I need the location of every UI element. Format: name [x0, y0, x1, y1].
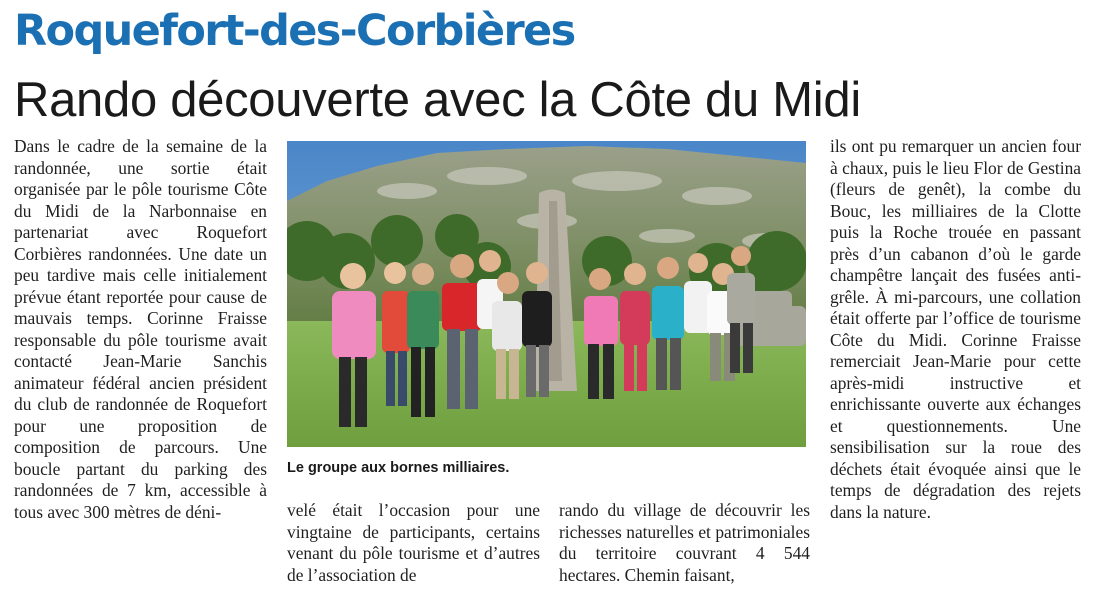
body-text: rando du village de découvrir les richesses naturelles et patrimoniales du territoire couvrant 4 544 hectares. Chemin faisant,	[559, 500, 810, 585]
kicker-title: Roquefort-des-Corbières	[14, 6, 575, 56]
body-text: ils ont pu remarquer un ancien four à chaux, puis le lieu Flor de Gestina (fleurs de genêt), la combe du Bouc, les milliaires de la Clotte puis la Roche trouée en passant près d’un cabanon d’où le garde champêtre lançait des fusées anti-grêle. À mi-parcours, une collation était offerte par l’office de tourisme Côte du Midi. Corinne Fraisse remerciait Jean-Marie pour cette après-midi instructive et enrichissante ouverte aux échanges et questionnements. Une sensibilisation sur la roue des déchets était évoquée ainsi que le temps de dégradation des rejets dans la nature.	[830, 136, 1081, 522]
body-text: Dans le cadre de la semaine de la randonnée, une sortie était organisée par le pôle tourisme Côte du Midi de la Narbonnaise en partenariat avec Roquefort Corbières randonnées. Une date un peu tardive mais celle initialement prévue étant reportée pour cause de mauvais temps. Corinne Fraisse responsable du pôle tourisme avait contacté Jean-Marie Sanchis animateur fédéral ancien président du club de randonnée de Roquefort pour une proposition de composition de parcours. Une boucle partant du parking des randonnées de 7 km, accessible à tous avec 300 mètres de déni-	[14, 136, 267, 522]
body-text: velé était l’occasion pour une vingtaine de participants, certains venant du pôle tourisme et d’autres de l’association de	[287, 500, 540, 585]
headline: Rando découverte avec la Côte du Midi	[14, 73, 861, 127]
group-photo	[287, 141, 806, 447]
text-column-2	[287, 500, 540, 586]
text-column-3	[559, 500, 810, 586]
photo-caption: Le groupe aux bornes milliaires.	[287, 460, 510, 476]
text-column-4	[830, 136, 1081, 523]
text-column-1	[14, 136, 267, 523]
